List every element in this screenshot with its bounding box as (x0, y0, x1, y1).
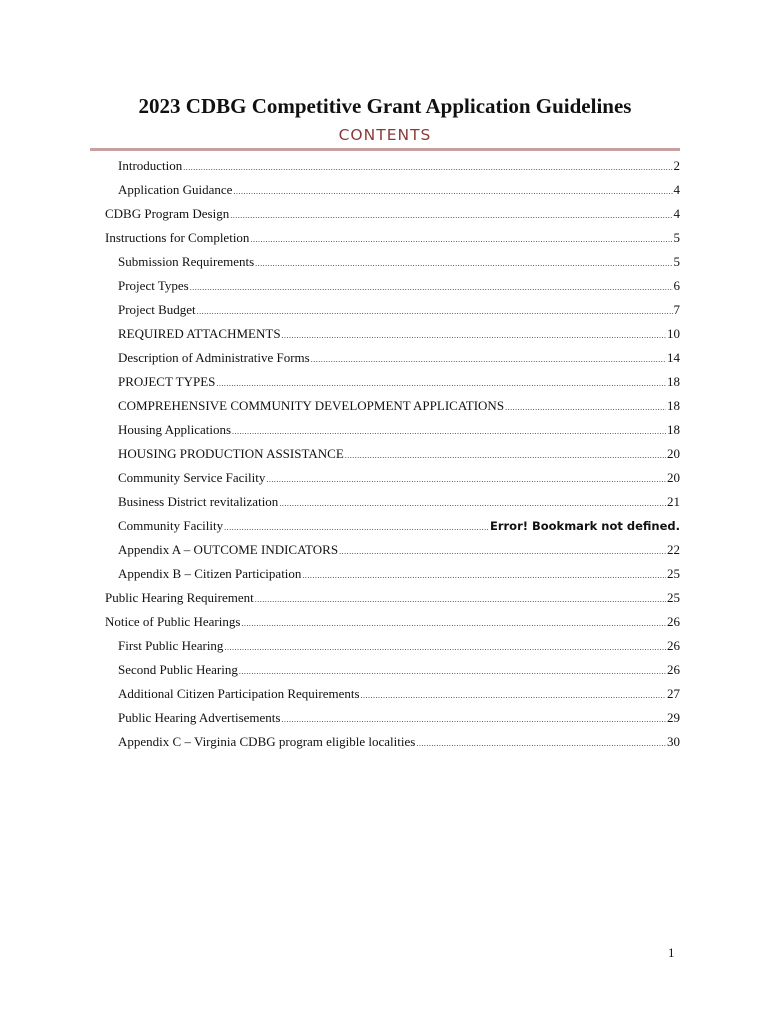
toc-entry-label: Housing Applications (118, 422, 232, 437)
toc-dot-leader (224, 518, 489, 538)
toc-entry-label: Description of Administrative Forms (118, 350, 310, 365)
toc-dot-leader (345, 446, 666, 466)
toc-entry[interactable] (118, 732, 680, 752)
toc-entry-label: Notice of Public Hearings (105, 614, 241, 629)
toc-dot-leader (279, 494, 666, 514)
toc-entry[interactable] (118, 444, 680, 464)
toc-entry-label: Appendix A – OUTCOME INDICATORS (118, 542, 339, 557)
toc-entry[interactable] (105, 612, 680, 632)
toc-entry-page: 25 (667, 590, 680, 605)
toc-dot-leader (255, 254, 672, 274)
heading-divider (90, 148, 680, 151)
toc-dot-leader (361, 686, 666, 706)
toc-entry[interactable] (105, 204, 680, 224)
toc-entry-page: 26 (667, 638, 680, 653)
toc-entry[interactable] (118, 636, 680, 656)
toc-entry-label: Public Hearing Requirement (105, 590, 254, 605)
toc-dot-leader (416, 734, 666, 754)
toc-entry[interactable] (118, 372, 680, 392)
toc-entry[interactable] (118, 324, 680, 344)
toc-entry-page: 5 (673, 254, 680, 269)
toc-entry-label: Business District revitalization (118, 494, 279, 509)
toc-dot-leader (339, 542, 666, 562)
toc-entry-label: Project Budget (118, 302, 196, 317)
toc-entry[interactable] (118, 420, 680, 440)
contents-heading: CONTENTS (338, 126, 432, 144)
toc-dot-leader (190, 278, 673, 298)
toc-entry-page: 18 (667, 374, 680, 389)
toc-entry-page: 4 (673, 182, 680, 197)
toc-entry[interactable] (105, 228, 680, 248)
toc-entry-page: 14 (667, 350, 680, 365)
toc-entry-page: 21 (667, 494, 680, 509)
toc-dot-leader (302, 566, 666, 586)
toc-entry[interactable] (118, 276, 680, 296)
toc-entry-page: 22 (667, 542, 680, 557)
toc-entry[interactable] (118, 492, 680, 512)
toc-entry[interactable] (118, 708, 680, 728)
toc-dot-leader (232, 422, 666, 442)
toc-entry-page: 5 (673, 230, 680, 245)
toc-entry-label: Community Facility (118, 518, 224, 533)
toc-entry[interactable] (118, 180, 680, 200)
toc-dot-leader (230, 206, 672, 226)
toc-entry-page: 18 (667, 398, 680, 413)
toc-entry-label: Application Guidance (118, 182, 233, 197)
toc-entry[interactable] (118, 300, 680, 320)
toc-entry-page: 4 (673, 206, 680, 221)
toc-entry-label: Public Hearing Advertisements (118, 710, 281, 725)
toc-dot-leader (311, 350, 666, 370)
toc-entry[interactable] (118, 396, 680, 416)
document-title: 2023 CDBG Competitive Grant Application Guidelines (138, 94, 632, 118)
toc-entry-label: Submission Requirements (118, 254, 255, 269)
toc-entry[interactable] (118, 516, 680, 536)
toc-dot-leader (255, 590, 666, 610)
toc-entry-page: 26 (667, 662, 680, 677)
toc-entry-label: First Public Hearing (118, 638, 224, 653)
toc-dot-leader (282, 326, 666, 346)
toc-entry-page: 6 (673, 278, 680, 293)
toc-dot-leader (224, 638, 666, 658)
toc-entry-label: PROJECT TYPES (118, 374, 216, 389)
toc-entry-page: 20 (667, 446, 680, 461)
toc-dot-leader (197, 302, 673, 322)
toc-entry-label: CDBG Program Design (105, 206, 230, 221)
toc-entry[interactable] (118, 468, 680, 488)
toc-entry[interactable] (118, 252, 680, 272)
toc-entry-label: Appendix C – Virginia CDBG program eligible localities (118, 734, 416, 749)
toc-dot-leader (505, 398, 666, 418)
toc-entry[interactable] (105, 588, 680, 608)
toc-entry-error: Error! Bookmark not defined. (489, 519, 680, 533)
toc-entry-label: Appendix B – Citizen Participation (118, 566, 302, 581)
toc-entry-page: 7 (673, 302, 680, 317)
toc-dot-leader (183, 158, 672, 178)
toc-entry-label: Project Types (118, 278, 189, 293)
toc-dot-leader (250, 230, 672, 250)
toc-entry[interactable] (118, 684, 680, 704)
toc-entry-page: 29 (667, 710, 680, 725)
toc-entry-label: Instructions for Completion (105, 230, 250, 245)
toc-entry-page: 2 (673, 158, 680, 173)
toc-entry-label: COMPREHENSIVE COMMUNITY DEVELOPMENT APPLICATIONS (118, 398, 505, 413)
page-number: 1 (668, 945, 675, 960)
toc-entry[interactable] (118, 348, 680, 368)
toc-entry-page: 10 (667, 326, 680, 341)
toc-dot-leader (266, 470, 666, 490)
toc-entry[interactable] (118, 564, 680, 584)
toc-entry[interactable] (118, 156, 680, 176)
toc-entry-page: 30 (667, 734, 680, 749)
toc-dot-leader (233, 182, 672, 202)
toc-entry-label: Community Service Facility (118, 470, 266, 485)
toc-dot-leader (281, 710, 666, 730)
toc-entry-page: 20 (667, 470, 680, 485)
toc-entry[interactable] (118, 660, 680, 680)
toc-dot-leader (241, 614, 666, 634)
toc-entry-label: Introduction (118, 158, 183, 173)
toc-entry-label: Additional Citizen Participation Requirements (118, 686, 360, 701)
toc-entry[interactable] (118, 540, 680, 560)
toc-entry-page: 25 (667, 566, 680, 581)
toc-entry-page: 18 (667, 422, 680, 437)
toc-entry-label: REQUIRED ATTACHMENTS (118, 326, 281, 341)
toc-entry-page: 26 (667, 614, 680, 629)
toc-entry-page: 27 (667, 686, 680, 701)
toc-entry-label: Second Public Hearing (118, 662, 238, 677)
toc-dot-leader (216, 374, 666, 394)
toc-dot-leader (239, 662, 666, 682)
toc-entry-label: HOUSING PRODUCTION ASSISTANCE (118, 446, 344, 461)
